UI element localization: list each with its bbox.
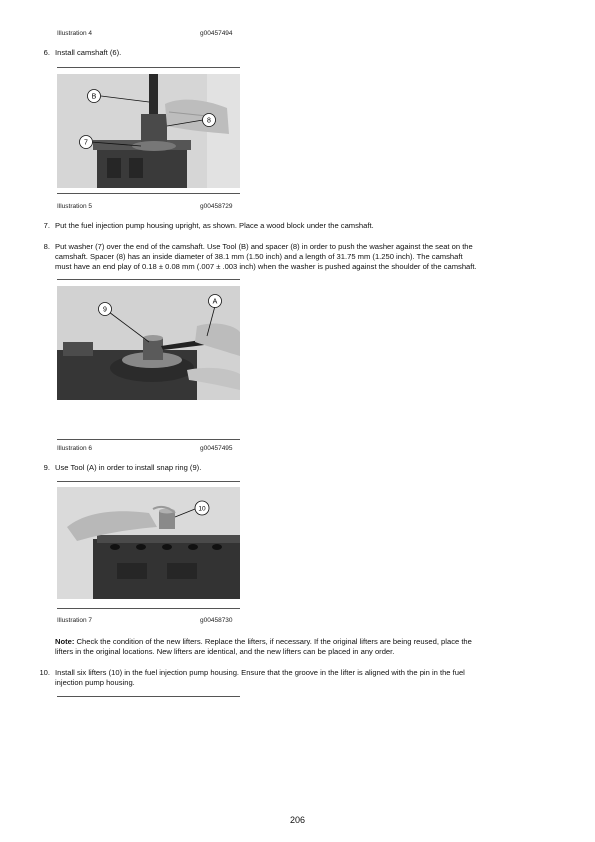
step-text: Install camshaft (6). [55,48,122,57]
illustration-6-photo [57,286,240,400]
step-text: Put the fuel injection pump housing upright, as shown. Place a wood block under the camshaft. [55,221,374,230]
step-number: 10. [39,668,50,677]
page-number: 206 [289,815,306,825]
step-text-line: Put washer (7) over the end of the camshaft. Use Tool (B) and spacer (8) in order to push the washer against the seat on the [55,242,473,251]
illustration-5-label: Illustration 5 [57,203,93,210]
snap-ring-install-image [57,286,240,400]
step-text-line: Install six lifters (10) in the fuel injection pump housing. Ensure that the groove in the lifter is aligned with the pin in the fuel [55,668,465,677]
lifter-install-image [57,487,240,599]
figure-rule [57,481,240,482]
figure-rule [57,193,240,194]
callout-7: 7 [84,139,88,147]
figure-rule [57,696,240,697]
step-text: Use Tool (A) in order to install snap ring (9). [55,463,202,472]
illustration-4-code: g00457494 [200,30,233,37]
note-text-line: lifters in the original locations. New lifters are identical, and the new lifters can be placed in any order. [55,647,395,656]
callout-9: 9 [103,306,107,314]
illustration-7-photo [57,487,240,599]
step-number: 9. [43,463,50,472]
illustration-4-label: Illustration 4 [57,30,93,37]
note-block [55,637,565,657]
illustration-6-code: g00457495 [200,445,233,452]
note-label: Note: [55,637,75,646]
step-number: 6. [43,48,50,57]
callout-10: 10 [198,505,206,513]
illustration-5-photo [57,74,240,188]
callout-b: B [91,93,97,101]
step-number: 7. [43,221,50,230]
illustration-7-label: Illustration 7 [57,617,93,624]
figure-rule [57,67,240,68]
callout-8: 8 [207,117,211,125]
step-number: 8. [43,242,50,251]
figure-rule [57,279,240,280]
step-text-line: must have an end play of 0.18 ± 0.08 mm (.007 ± .003 inch) when the washer is pushed against the shoulder of the camshaft. [55,262,477,271]
step-text-line: injection pump housing. [55,678,135,687]
illustration-6-label: Illustration 6 [57,445,93,452]
figure-rule [57,608,240,609]
illustration-5-code: g00458729 [200,203,233,210]
step-text-line: camshaft. Spacer (8) has an inside diameter of 38.1 mm (1.50 inch) and a length of 31.75 mm (1.250 inch). The camshaft [55,252,463,261]
camshaft-install-image [57,74,240,188]
callout-a: A [212,298,218,306]
note-text-line: Check the condition of the new lifters. Replace the lifters, if necessary. If the original lifters are being reused, place the [74,637,472,646]
figure-rule [57,439,240,440]
illustration-7-code: g00458730 [200,617,233,624]
